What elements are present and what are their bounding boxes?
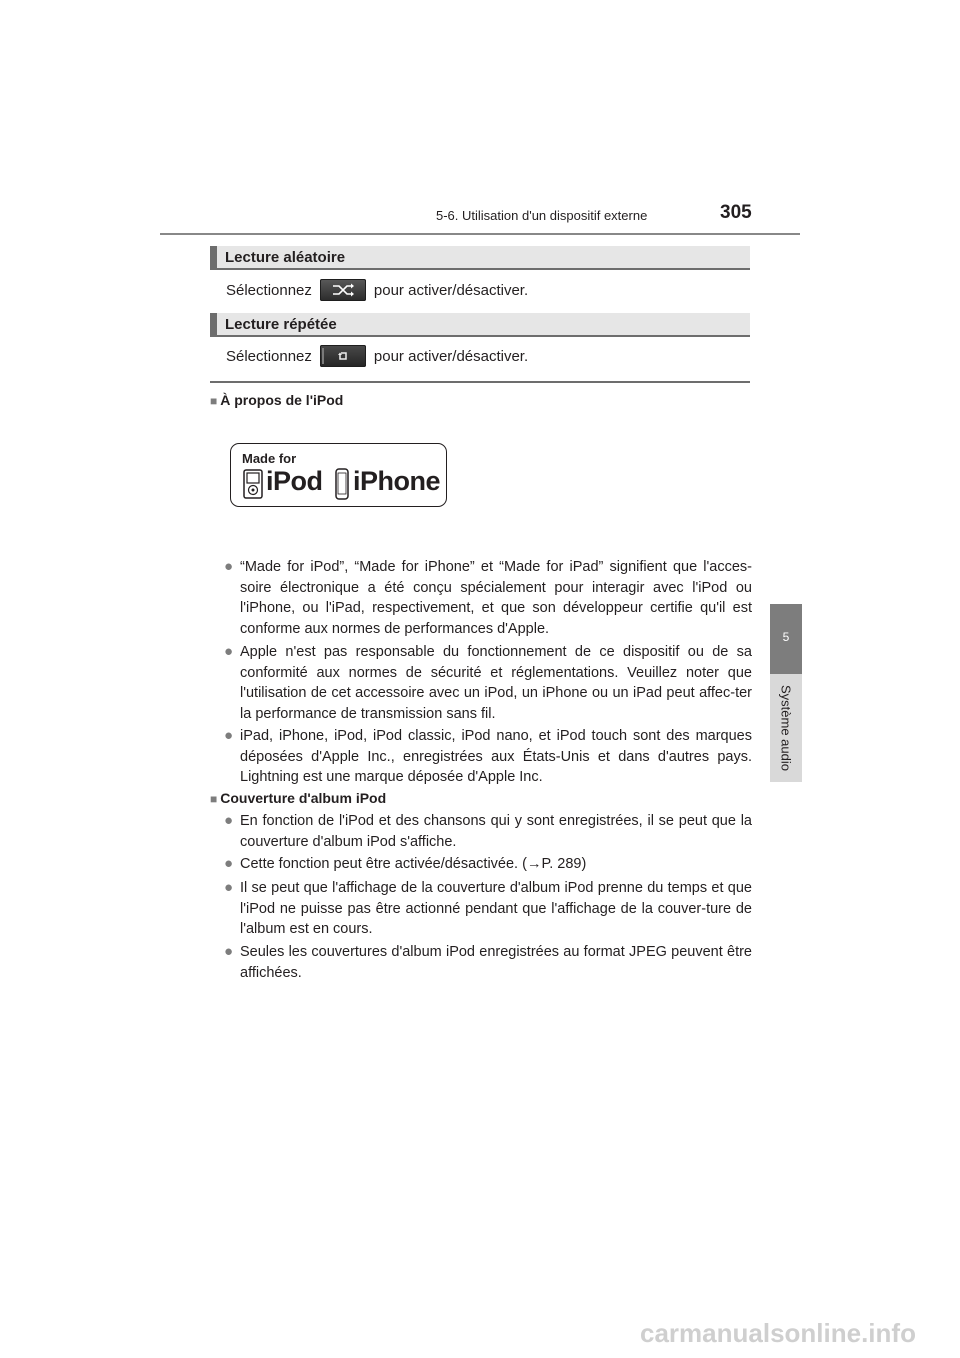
repeat-instruction-after: pour activer/désactiver.	[373, 347, 529, 365]
about-bullet-1	[224, 557, 752, 639]
about-ipod-heading	[210, 392, 343, 408]
about-bullet-3	[224, 726, 752, 788]
badge-iphone: iPhone	[353, 466, 441, 496]
album-art-heading	[210, 790, 386, 806]
repeat-instruction-before: Sélectionnez	[226, 347, 312, 365]
album-bullet-3	[224, 878, 752, 940]
section-shuffle-header	[210, 246, 750, 270]
bullet-dot-icon: ●	[224, 558, 234, 575]
section-divider	[210, 381, 750, 383]
badge-made-for: Made for	[242, 451, 297, 466]
album-art-heading-text: Couverture d'album iPod	[220, 790, 387, 806]
about-bullet-2	[224, 642, 752, 724]
album-bullet-text: En fonction de l'iPod et des chansons qui y sont enregistrées, il se peut que la couverture d'album iPod s'affiche.	[240, 813, 752, 850]
shuffle-instruction	[226, 279, 528, 301]
about-ipod-heading-text: À propos de l'iPod	[220, 392, 344, 408]
bullet-dot-icon: ●	[224, 943, 234, 960]
chapter-title: 5-6. Utilisation d'un dispositif externe	[436, 208, 648, 223]
badge-ipod: iPod	[266, 466, 323, 496]
bullet-dot-icon: ●	[224, 727, 234, 744]
shuffle-instruction-after: pour activer/désactiver.	[373, 281, 529, 299]
shuffle-icon	[320, 279, 366, 301]
iphone-device-icon	[335, 468, 349, 500]
header-divider	[160, 233, 800, 235]
album-bullet-text: Il se peut que l'affichage de la couverture d'album iPod prenne du temps et que l'iPod ne puisse pas être actionné pendant que l'affichage de la couver-ture de l'album est en cours.	[240, 880, 752, 937]
album-bullet-text: Cette fonction peut être activée/désactivée. (→P. 289)	[240, 856, 587, 872]
album-bullet-1	[224, 811, 752, 852]
repeat-icon	[320, 345, 366, 367]
about-bullet-text: Apple n'est pas responsable du fonctionnement de ce dispositif ou de sa conformité aux normes de sécurité et réglementations. Veuillez noter que l'utilisation de cet accessoire avec un iPod, un iPhone ou un iPad peut affec-ter la performance de transmission sans fil.	[240, 644, 752, 722]
bullet-dot-icon: ●	[224, 812, 234, 829]
chapter-tab-number: 5	[782, 630, 790, 644]
bullet-dot-icon: ●	[224, 643, 234, 660]
bullet-dot-icon: ●	[224, 855, 234, 872]
repeat-instruction	[226, 345, 528, 367]
watermark: carmanualsonline.info	[640, 1318, 916, 1348]
bullet-dot-icon: ●	[224, 879, 234, 896]
square-bullet-icon: ■	[210, 394, 218, 408]
album-bullet-text: Seules les couvertures d'album iPod enregistrées au format JPEG peuvent être affichées.	[240, 944, 752, 981]
about-bullet-text: iPad, iPhone, iPod, iPod classic, iPod nano, et iPod touch sont des marques déposées d'Apple Inc., enregistrées aux États-Unis et dans d'autres pays. Lightning est une marque déposée d'Apple Inc.	[240, 728, 752, 785]
section-repeat-title: Lecture répétée	[225, 316, 337, 333]
chapter-tab-label: Système audio	[778, 685, 794, 771]
section-shuffle-title: Lecture aléatoire	[225, 249, 346, 266]
ipod-device-icon	[243, 469, 263, 499]
album-bullet-2	[224, 854, 752, 875]
about-bullet-text: “Made for iPod”, “Made for iPhone” et “Made for iPad” signifient que l'acces-soire électronique a été conçu spécialement pour interagir avec l'iPod ou l'iPhone, ou l'iPad, respectivement, et que son développeur certifie qu'il est conforme aux normes de performances d'Apple.	[240, 559, 752, 637]
page-number: 305	[720, 202, 752, 223]
made-for-ipod-iphone-badge	[230, 443, 447, 507]
shuffle-instruction-before: Sélectionnez	[226, 281, 312, 299]
section-repeat-header	[210, 313, 750, 337]
square-bullet-icon: ■	[210, 792, 218, 806]
album-bullet-4	[224, 942, 752, 983]
